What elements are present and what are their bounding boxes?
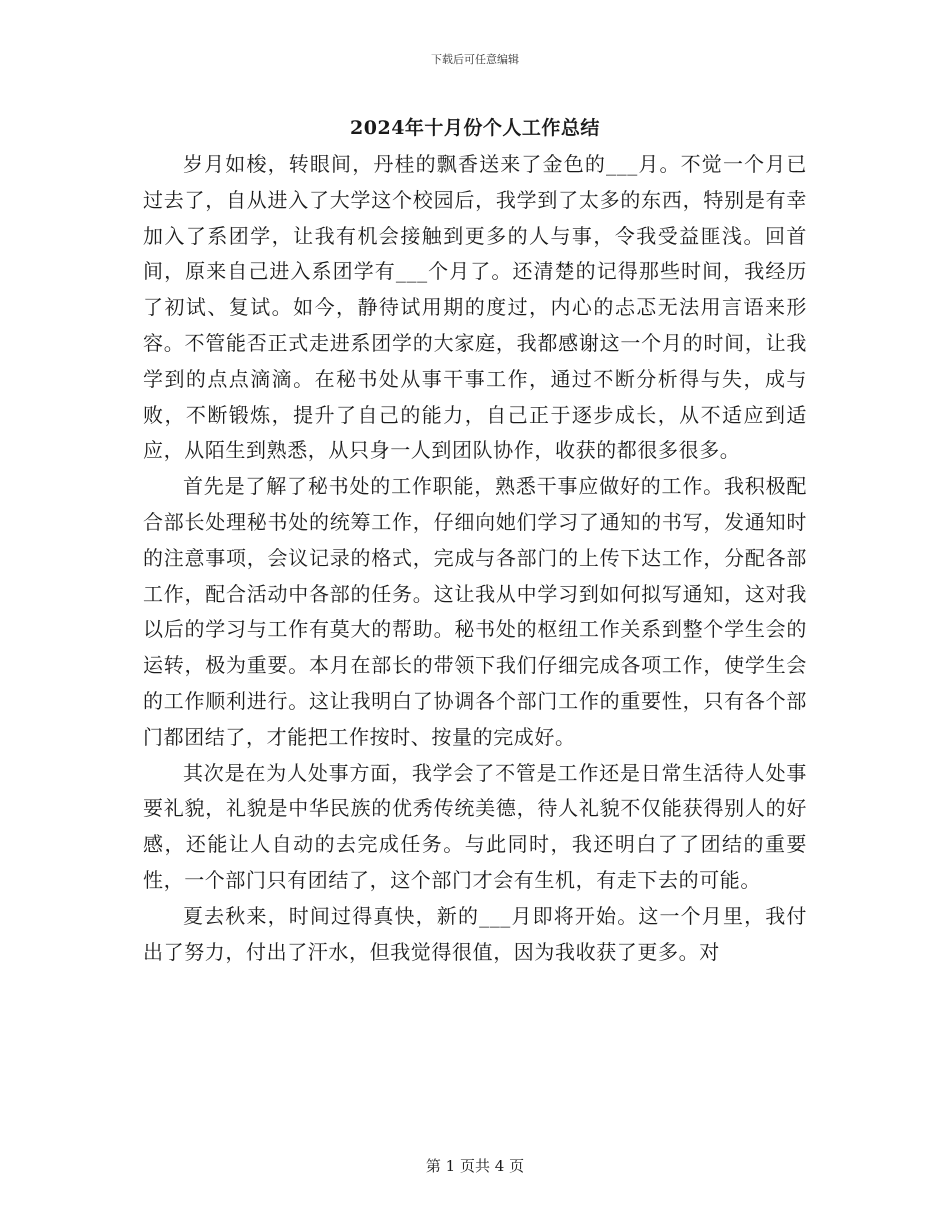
- paragraph: 岁月如梭，转眼间，丹桂的飘香送来了金色的___月。不觉一个月已过去了，自从进入了大学这个校园后，我学到了太多的东西，特别是有幸加入了系团学，让我有机会接触到更多的人与事，令我受益匪浅。回首间，原来自己进入系团学有___个月了。还清楚的记得那些时间，我经历了初试、复试。如今，静待试用期的度过，内心的忐忑无法用言语来形容。不管能否正式走进系团学的大家庭，我都感谢这一个月的时间，让我学到的点点滴滴。在秘书处从事干事工作，通过不断分析得与失，成与败，不断锻炼，提升了自己的能力，自己正于逐步成长，从不适应到适应，从陌生到熟悉，从只身一人到团队协作，收获的都很多很多。: [143, 152, 807, 463]
- document-body: [143, 147, 807, 970]
- paragraph: 首先是了解了秘书处的工作职能，熟悉干事应做好的工作。我积极配合部长处理秘书处的统筹工作，仔细向她们学习了通知的书写，发通知时的注意事项，会议记录的格式，完成与各部门的上传下达工作，分配各部工作，配合活动中各部的任务。这让我从中学习到如何拟写通知，这对我以后的学习与工作有莫大的帮助。秘书处的枢纽工作关系到整个学生会的运转，极为重要。本月在部长的带领下我们仔细完成各项工作，使学生会的工作顺利进行。这让我明白了协调各个部门工作的重要性，只有各个部门都团结了，才能把工作按时、按量的完成好。: [143, 474, 807, 749]
- document-title: 2024年十月份个人工作总结: [350, 117, 600, 139]
- page-number: 第 1 页共 4 页: [425, 1157, 525, 1175]
- paragraph: 其次是在为人处事方面，我学会了不管是工作还是日常生活待人处事要礼貌，礼貌是中华民族的优秀传统美德，待人礼貌不仅能获得别人的好感，还能让人自动的去完成任务。与此同时，我还明白了了团结的重要性，一个部门只有团结了，这个部门才会有生机，有走下去的可能。: [143, 760, 807, 892]
- header-note: 下载后可任意编辑: [431, 53, 519, 66]
- paragraph: 夏去秋来，时间过得真快，新的___月即将开始。这一个月里，我付出了努力，付出了汗水，但我觉得很值，因为我收获了更多。对: [143, 903, 807, 964]
